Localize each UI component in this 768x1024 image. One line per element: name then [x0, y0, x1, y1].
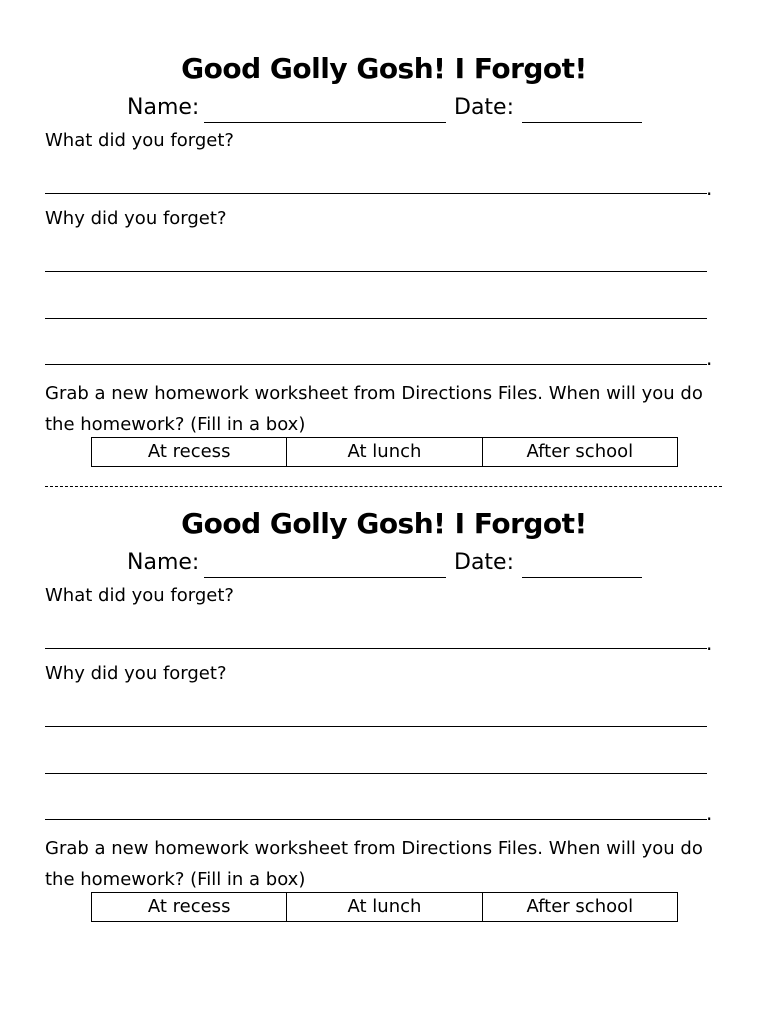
date-blank[interactable]: [522, 122, 642, 123]
answer-line-what[interactable]: [45, 193, 707, 194]
homework-time-choices: [91, 892, 678, 922]
question-what-forgot: What did you forget?: [45, 585, 234, 606]
choice-at-lunch[interactable]: At lunch: [287, 438, 482, 466]
date-label: Date:: [454, 95, 514, 120]
period-mark: .: [706, 176, 713, 200]
question-what-forgot: What did you forget?: [45, 130, 234, 151]
question-why-forgot: Why did you forget?: [45, 663, 227, 684]
answer-line-why-3[interactable]: [45, 819, 707, 820]
form-title: Good Golly Gosh! I Forgot!: [181, 507, 587, 540]
cut-line-divider: [45, 486, 722, 487]
form-title: Good Golly Gosh! I Forgot!: [181, 52, 587, 85]
homework-time-choices: [91, 437, 678, 467]
date-blank[interactable]: [522, 577, 642, 578]
name-label: Name:: [127, 550, 200, 575]
choice-after-school[interactable]: After school: [526, 896, 634, 917]
name-label: Name:: [127, 95, 200, 120]
choice-at-recess[interactable]: At recess: [92, 893, 287, 921]
homework-instruction: Grab a new homework worksheet from Directions Files. When will you do the homework? (Fill in a box): [45, 838, 703, 890]
date-label: Date:: [454, 550, 514, 575]
period-mark: .: [706, 346, 713, 370]
choice-at-lunch[interactable]: At lunch: [287, 893, 482, 921]
question-why-forgot: Why did you forget?: [45, 208, 227, 229]
choice-at-recess[interactable]: At recess: [92, 438, 287, 466]
answer-line-why-3[interactable]: [45, 364, 707, 365]
answer-line-why-1[interactable]: [45, 271, 707, 272]
choice-after-school[interactable]: After school: [526, 441, 634, 462]
answer-line-why-1[interactable]: [45, 726, 707, 727]
period-mark: .: [706, 631, 713, 655]
name-blank[interactable]: [204, 577, 446, 578]
name-blank[interactable]: [204, 122, 446, 123]
answer-line-why-2[interactable]: [45, 318, 707, 319]
period-mark: .: [706, 801, 713, 825]
answer-line-what[interactable]: [45, 648, 707, 649]
homework-instruction: Grab a new homework worksheet from Directions Files. When will you do the homework? (Fill in a box): [45, 383, 703, 435]
answer-line-why-2[interactable]: [45, 773, 707, 774]
